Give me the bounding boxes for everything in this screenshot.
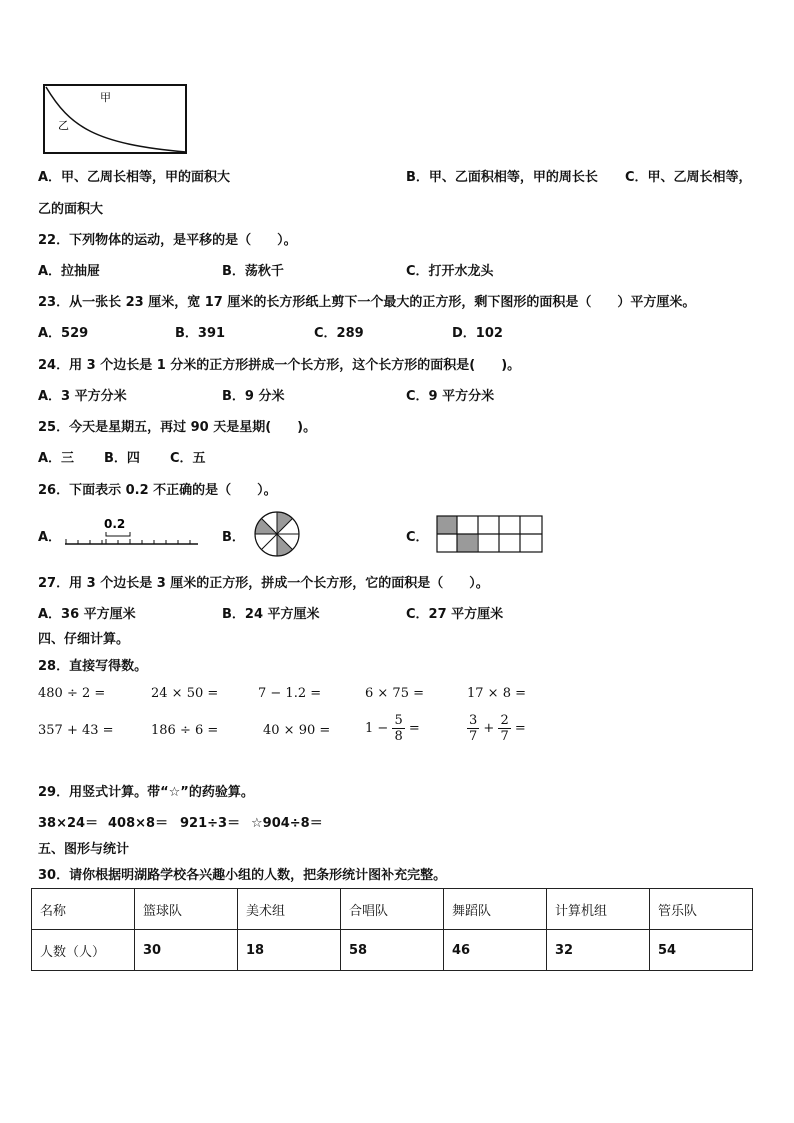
q26-option-a[interactable]: A． (38, 530, 62, 545)
table-cell: 46 (444, 930, 547, 971)
q21-option-c[interactable]: C．甲、乙周长相等， (625, 170, 752, 185)
q22-option-c[interactable]: C．打开水龙头 (406, 264, 494, 279)
table-header-cell: 名称 (32, 889, 135, 930)
q26-option-b[interactable]: B． (222, 530, 245, 545)
fraction (467, 713, 479, 744)
calc-item: 24 × 50 = (151, 686, 219, 701)
q25-option-a[interactable]: A．三 (38, 451, 75, 466)
fraction-numerator: 5 (394, 713, 403, 728)
q25-stem: 25．今天是星期五，再过 90 天是星期( )。 (38, 420, 317, 435)
q22-stem: 22．下列物体的运动，是平移的是（ ）。 (38, 233, 297, 248)
q22-option-b[interactable]: B．荡秋千 (222, 264, 284, 279)
q27-option-a[interactable]: A．36 平方厘米 (38, 607, 136, 622)
q28-stem: 28．直接写得数。 (38, 659, 148, 674)
fraction-expression-a (365, 713, 420, 744)
vertical-calc-item: 921÷3＝ (180, 816, 241, 831)
calc-item: 357 + 43 = (38, 723, 114, 738)
q30-stem: 30．请你根据明湖路学校各兴趣小组的人数，把条形统计图补充完整。 (38, 868, 447, 883)
expr-a-equals: = (408, 721, 420, 736)
table-header-cell: 管乐队 (650, 889, 753, 930)
table-header-cell: 舞蹈队 (444, 889, 547, 930)
fraction-numerator: 3 (469, 713, 478, 728)
table-header-row (32, 889, 753, 930)
table-cell: 58 (341, 930, 444, 971)
number-line-label: 0.2 (104, 517, 126, 531)
q25-option-b[interactable]: B．四 (104, 451, 140, 466)
q27-option-b[interactable]: B．24 平方厘米 (222, 607, 320, 622)
calc-item: 40 × 90 = (263, 723, 331, 738)
q29-stem: 29．用竖式计算。带“☆”的药验算。 (38, 785, 254, 800)
fraction-denominator: 7 (469, 729, 478, 744)
table-header-cell: 篮球队 (135, 889, 238, 930)
table-row-label: 人数（人） (32, 930, 135, 971)
grid-figure (435, 514, 545, 554)
table-cell: 54 (650, 930, 753, 971)
table-cell: 32 (547, 930, 650, 971)
vertical-calc-item: 408×8＝ (108, 816, 169, 831)
calc-item: 480 ÷ 2 = (38, 686, 106, 701)
calc-item: 17 × 8 = (467, 686, 526, 701)
calc-item: 6 × 75 = (365, 686, 424, 701)
pie-figure (248, 510, 306, 558)
fraction-expression-b (467, 713, 526, 744)
fraction (498, 713, 510, 744)
calc-item: 186 ÷ 6 = (151, 723, 219, 738)
q23-option-a[interactable]: A．529 (38, 326, 89, 341)
table-header-cell: 计算机组 (547, 889, 650, 930)
expr-a-lead: 1 − (365, 721, 389, 736)
fraction-denominator: 8 (394, 729, 403, 744)
q21-option-c-cont: 乙的面积大 (38, 202, 104, 217)
q27-option-c[interactable]: C．27 平方厘米 (406, 607, 504, 622)
vertical-calc-item: 38×24＝ (38, 816, 99, 831)
number-line-figure (64, 514, 200, 550)
q27-stem: 27．用 3 个边长是 3 厘米的正方形，拼成一个长方形，它的面积是（ ）。 (38, 576, 489, 591)
q23-option-c[interactable]: C．289 (314, 326, 364, 341)
table-cell: 18 (238, 930, 341, 971)
q24-option-a[interactable]: A．3 平方分米 (38, 389, 127, 404)
expr-b-plus: + (483, 721, 495, 736)
section-5-heading: 五、图形与统计 (38, 842, 130, 857)
fraction (392, 713, 404, 744)
section-4-heading: 四、仔细计算。 (38, 632, 130, 647)
q24-stem: 24．用 3 个边长是 1 分米的正方形拼成一个长方形，这个长方形的面积是( )。 (38, 358, 521, 373)
q21-figure (40, 82, 190, 156)
calc-item: 7 − 1.2 = (258, 686, 322, 701)
q23-stem: 23．从一张长 23 厘米，宽 17 厘米的长方形纸上剪下一个最大的正方形，剩下图形的面积是（ ）平方厘米。 (38, 295, 696, 310)
expr-b-equals: = (514, 721, 526, 736)
q24-option-c[interactable]: C．9 平方分米 (406, 389, 495, 404)
interest-group-table (31, 888, 753, 971)
q25-option-c[interactable]: C．五 (170, 451, 206, 466)
q26-stem: 26．下面表示 0.2 不正确的是（ ）。 (38, 483, 277, 498)
fig-label-yi: 乙 (58, 119, 69, 132)
fraction-numerator: 2 (500, 713, 509, 728)
table-row (32, 930, 753, 971)
table-header-cell: 合唱队 (341, 889, 444, 930)
q26-option-c[interactable]: C． (406, 530, 429, 545)
q22-option-a[interactable]: A．拉抽屉 (38, 264, 101, 279)
q24-option-b[interactable]: B．9 分米 (222, 389, 285, 404)
q21-option-a[interactable]: A．甲、乙周长相等，甲的面积大 (38, 170, 231, 185)
table-cell: 30 (135, 930, 238, 971)
fig-label-jia: 甲 (100, 91, 111, 104)
q21-option-b[interactable]: B．甲、乙面积相等，甲的周长长 (406, 170, 598, 185)
fraction-denominator: 7 (500, 729, 509, 744)
q23-option-b[interactable]: B．391 (175, 326, 226, 341)
table-header-cell: 美术组 (238, 889, 341, 930)
q23-option-d[interactable]: D．102 (452, 326, 503, 341)
vertical-calc-item: ☆904÷8＝ (251, 816, 323, 831)
